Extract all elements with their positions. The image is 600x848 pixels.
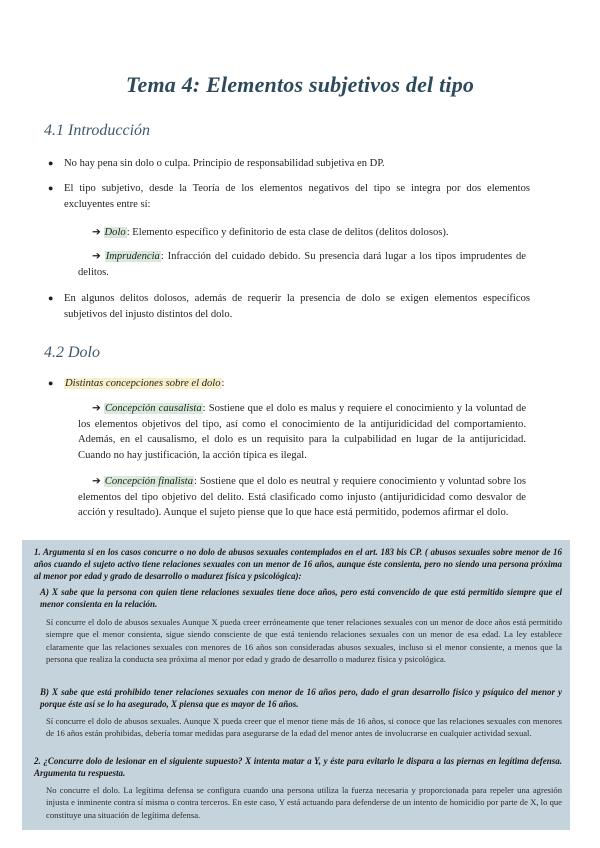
list-item: ● Distintas concepciones sobre el dolo: [48, 376, 530, 392]
sub-list-item-causalista [78, 401, 526, 463]
arrow-icon: ➔ [92, 403, 104, 414]
question-1a: A) X sabe que la persona con quien tiene relaciones sexuales tiene doce años, pero está convencido de que está permitido siempre que el menor consienta en la relación. [40, 587, 562, 609]
bullet-icon: ● [48, 158, 54, 168]
term-imprudencia: Imprudencia [105, 251, 160, 262]
definition-text: : Sostiene que el dolo es malus y requiere el conocimiento y la voluntad de los elementos objetivos del tipo, así como el conocimiento de la antijuridicidad del comportamiento. Además, en el causalismo, el dolo es un requisito para la culpabilidad en lugar de la antijuricidad. Cuando no hay justificación, la acción típica es ilegal. [78, 403, 527, 461]
bullet-text: El tipo subjetivo, desde la Teoría de los elementos negativos del tipo se integra por dos elementos excluyentes entre sí: [64, 183, 530, 210]
sub-list-item-dolo [78, 225, 526, 241]
arrow-icon: ➔ [92, 476, 104, 487]
bullet-text: No hay pena sin dolo o culpa. Principio de responsabilidad subjetiva en DP. [64, 158, 385, 169]
exercise-box [22, 540, 570, 830]
answer-2: No concurre el dolo. La legítima defensa se configura cuando una persona utiliza la fuerza necesaria y proporcionada para repeler una agresión injusta e inminente contra sí misma o contra terceros. En este caso, Y está actuando para defenderse de un intento de homicidio por parte de X, lo que constituye una situación de legítima defensa. [46, 785, 562, 820]
list-item [48, 181, 530, 212]
question-1: 1. Argumenta si en los casos concurre o no dolo de abusos sexuales contemplados en el art. 183 bis CP. ( abusos sexuales sobre menor de 16 años cuando el sujeto activo tiene relaciones sexuales con un menor de 16 años, aunque éste consienta, pero no siendo una persona próxima al menor por edad y grado de desarrollo o madurez física y psicológica): [34, 547, 562, 581]
section-heading-introduccion: 4.1 Introducción [44, 122, 151, 139]
term-finalista: Concepción finalista [104, 476, 194, 487]
question-1b: B) X sabe que está prohibido tener relaciones sexuales con menor de 16 años pero, dado el gran desarrollo físico y psíquico del menor y porque éste así se lo ha asegurado, X piensa que es mayor de 16 años. [40, 687, 562, 709]
bullet-text: En algunos delitos dolosos, además de requerir la presencia de dolo se exigen elementos específicos subjetivos del injusto distintos del dolo. [64, 293, 530, 320]
arrow-icon: ➔ [92, 251, 105, 262]
answer-1b: Sí concurre el dolo de abusos sexuales. Aunque X pueda creer que el menor tiene más de 16 años, si conoce que las relaciones sexuales con menores de 16 años están prohibidas, debería tomar medidas para asegurarse de la edad del menor antes de involucrarse en cualquier actividad sexual. [46, 716, 562, 739]
page-title: Tema 4: Elementos subjetivos del tipo [125, 72, 475, 97]
sub-list-item-imprudencia [78, 249, 526, 280]
term-dolo: Dolo [104, 227, 126, 238]
term-causalista: Concepción causalista [104, 403, 202, 414]
bullet-icon: ● [48, 378, 54, 388]
question-2: 2. ¿Concurre dolo de lesionar en el siguiente supuesto? X intenta matar a Y, y éste para evitarlo le dispara a las piernas en legítima defensa. Argumenta tu respuesta. [34, 756, 562, 778]
bullet-icon: ● [48, 293, 54, 303]
definition-text: : Elemento específico y definitorio de esta clase de delitos (delitos dolosos). [126, 227, 449, 238]
section-heading-dolo: 4.2 Dolo [44, 344, 100, 361]
answer-1a: Sí concurre el dolo de abusos sexuales Aunque X pueda creer erróneamente que tener relaciones sexuales con un menor de doce años está permitido siempre que el menor consienta, sigue siendo consciente de que está teniendo relaciones sexuales con un menor de esa edad. La ley establece claramente que las relaciones sexuales con menores de 16 años son consideradas abusos sexuales, incluso si el menor consiente, a menos que la persona que realiza la conducta sea próxima al menor por edad y grado de desarrollo o madurez física y psicológica. [46, 617, 562, 665]
arrow-icon: ➔ [92, 227, 104, 238]
definition-text: : Infracción del cuidado debido. Su presencia dará lugar a los tipos imprudentes de delitos. [78, 251, 526, 278]
list-item [48, 156, 530, 172]
definition-text: : Sostiene que el dolo es neutral y requiere conocimiento y voluntad sobre los elementos del tipo objetivo del delito. Está clasificado como injusto (antijuridicidad como desvalor de acción y resultado). Aunque el sujeto piense que lo que hace está permitido, podemos afirmar el dolo. [78, 476, 527, 518]
term-concepciones: Distintas concepciones sobre el dolo [65, 378, 221, 389]
bullet-icon: ● [48, 183, 54, 193]
list-item [48, 291, 530, 322]
sub-list-item-finalista [78, 474, 526, 521]
